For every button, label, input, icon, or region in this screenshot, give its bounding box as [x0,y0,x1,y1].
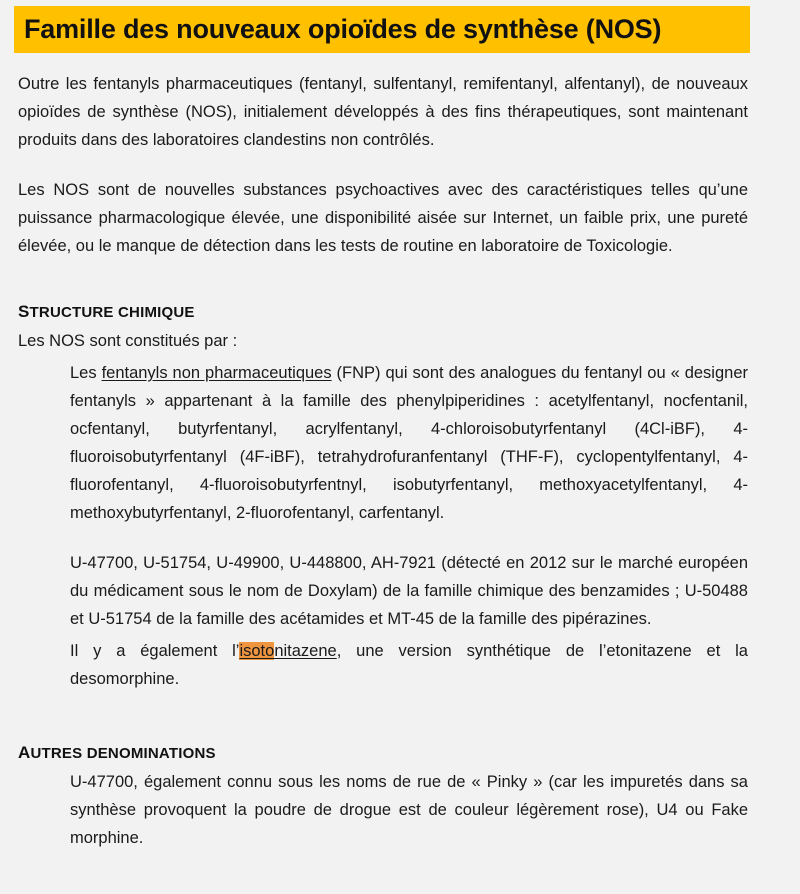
document-body [18,70,748,874]
section-heading-rest: TRUCTURE CHIMIQUE [29,304,195,321]
isotonitazene-text-after: , une version synthétique de l’etonitazene et la desomorphine. [70,642,748,688]
section-heading-structure-chimique [18,300,748,325]
isotonitazene-text-before: Il y a également l’ [70,642,240,660]
section-heading-rest: UTRES DENOMINATIONS [30,745,216,762]
paragraph-isotonitazene [18,637,748,693]
section-heading-initial: S [18,302,30,321]
spacer [18,282,748,300]
spacer [18,715,748,741]
page-title: Famille des nouveaux opioïdes de synthèse (NOS) [24,14,662,44]
isotonitazene-rest: nitazene [274,642,337,660]
document-title-banner [14,6,750,53]
section-heading-autres-denominations [18,741,748,766]
paragraph-intro-2: Les NOS sont de nouvelles substances psychoactives avec des caractéristiques telles qu’une puissance pharmacologique élevée, une disponibilité aisée sur Internet, un faible prix, une pureté élevée, ou le manque de détection dans les tests de routine en laboratoire de Toxicologie. [18,181,748,255]
fnp-text-before: Les [70,364,102,382]
isotonitazene-highlight: isoto [239,642,275,660]
paragraph-autres-denominations: U-47700, également connu sous les noms de rue de « Pinky » (car les impuretés dans sa synthèse provoquent la poudre de drogue est de couleur légèrement rose), U4 ou Fake morphine. [70,773,748,847]
paragraph-fnp [18,359,748,527]
fnp-underlined-term: fentanyls non pharmaceutiques [101,364,332,382]
isotonitazene-underlined-term [239,642,336,660]
section-heading-initial: A [18,743,31,762]
paragraph-structure-lead: Les NOS sont constitués par : [18,332,238,350]
paragraph-intro-1: Outre les fentanyls pharmaceutiques (fentanyl, sulfentanyl, remifentanyl, alfentanyl), de nouveaux opioïdes de synthèse (NOS), initialement développés à des fins thérapeutiques, sont maintenant produits dans des laboratoires clandestins non contrôlés. [18,75,748,149]
fnp-text-after: (FNP) qui sont des analogues du fentanyl ou « designer fentanyls » appartenant à la famille des phenylpiperidines : acetylfentanyl, nocfentanil, ocfentanyl, butyrfentanyl, acrylfentanyl, 4-chloroisobutyrfentanyl (4Cl-iBF), 4-fluoroisobutyrfentanyl (4F-iBF), tetrahydrofuranfentanyl (THF-F), cyclopentylfentanyl, 4-fluorofentanyl, 4-fluoroisobutyrfentnyl, isobutyrfentanyl, methoxyacetylfentanyl, 4-methoxybutyrfentanyl, 2-fluorofentanyl, carfentanyl. [70,364,748,522]
paragraph-u-series: U-47700, U-51754, U-49900, U-448800, AH-7921 (détecté en 2012 sur le marché européen du médicament sous le nom de Doxylam) de la famille chimique des benzamides ; U-50488 et U-51754 de la famille des acétamides et MT-45 de la famille des pipérazines. [70,554,748,628]
